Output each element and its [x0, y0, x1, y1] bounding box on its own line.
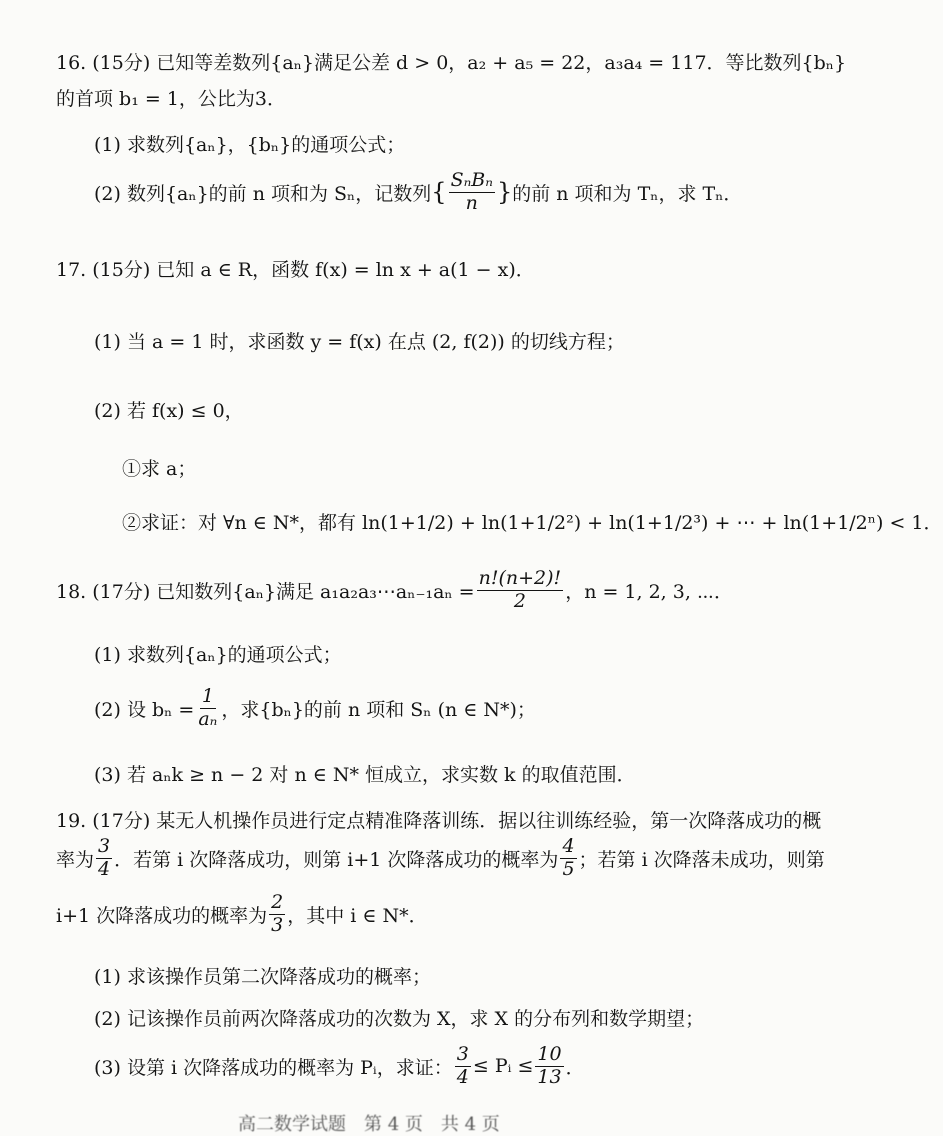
q18-line1-post: ，n = 1, 2, 3, ⋯． [565, 580, 734, 603]
q18-part1: (1) 求数列{aₙ}的通项公式； [94, 644, 342, 666]
q19-frac-4-5 [560, 836, 576, 881]
q18-fraction-den: 2 [513, 589, 526, 612]
q16-part2 [94, 170, 742, 215]
q19-part1: (1) 求该操作员第二次降落成功的概率； [94, 966, 431, 988]
q18-fraction [477, 568, 564, 613]
q19-part3-pre: (3) 设第 i 次降落成功的概率为 Pᵢ，求证： [94, 1056, 453, 1079]
q18-part2-fraction-den: aₙ [198, 707, 218, 730]
q18-fraction-num: n!(n+2)! [478, 567, 562, 589]
q17-part2b: ②求证：对 ∀n ∈ N*，都有 ln(1+1/2) + ln(1+1/2²) + ln(1+1/2³) + ⋯ + ln(1+1/2ⁿ) < 1． [122, 512, 943, 534]
q18-part2 [94, 686, 536, 731]
q18-line1-pre: 18. (17分) 已知数列{aₙ}满足 a₁a₂a₃⋯aₙ₋₁aₙ = [56, 580, 475, 603]
q17-part2a: ①求 a； [122, 458, 197, 480]
q19-frac1-den: 4 [98, 857, 111, 880]
q16-part2-pre: (2) 数列{aₙ}的前 n 项和为 Sₙ，记数列 [94, 182, 432, 205]
q19-frac2-num: 4 [562, 835, 575, 857]
q19-frac2-den: 5 [562, 857, 575, 880]
q19-line2-pre: 率为 [56, 848, 95, 871]
q18-part2-post: ，求{bₙ}的前 n 项和 Sₙ (n ∈ N*)； [221, 698, 536, 721]
q19-line2-post: ；若第 i 次降落未成功，则第 [578, 848, 825, 871]
q16-part2-post: 的前 n 项和为 Tₙ，求 Tₙ． [512, 182, 743, 205]
q19-frac1-num: 3 [98, 835, 111, 857]
q17-part2: (2) 若 f(x) ≤ 0， [94, 400, 244, 422]
q19-frac3-den: 3 [271, 913, 284, 936]
page-footer: 高二数学试题 第 4 页 共 4 页 [238, 1114, 500, 1135]
q17-line1: 17. (15分) 已知 a ∈ R，函数 f(x) = ln x + a(1 − x)． [56, 259, 535, 281]
q16-fraction-den: n [465, 191, 478, 214]
q19-line2-mid: ．若第 i 次降落成功，则第 i+1 次降落成功的概率为 [114, 848, 559, 871]
q17-part1: (1) 当 a = 1 时，求函数 y = f(x) 在点 (2, f(2)) 的切线方程； [94, 331, 625, 353]
q19-part2: (2) 记该操作员前两次降落成功的次数为 X，求 X 的分布列和数学期望； [94, 1008, 705, 1030]
q18-part3: (3) 若 aₙk ≥ n − 2 对 n ∈ N* 恒成立，求实数 k 的取值范围． [94, 764, 636, 786]
q19-part3-frac1 [455, 1044, 471, 1089]
q19-part3-frac2-num: 10 [537, 1043, 562, 1065]
q19-line3-post: ，其中 i ∈ N*． [287, 904, 428, 927]
q19-line3 [56, 892, 428, 937]
q18-part2-fraction-num: 1 [201, 685, 214, 707]
q19-frac-3-4 [96, 836, 112, 881]
q19-part3-frac1-num: 3 [456, 1043, 469, 1065]
q18-line1 [56, 568, 733, 613]
q19-line3-pre: i+1 次降落成功的概率为 [56, 904, 268, 927]
q16-line1: 16. (15分) 已知等差数列{aₙ}满足公差 d > 0，a₂ + a₅ = 22，a₃a₄ = 117．等比数列{bₙ} [56, 52, 847, 74]
q19-frac3-num: 2 [271, 891, 284, 913]
q19-frac-2-3 [269, 892, 285, 937]
q19-part3-frac2-den: 13 [537, 1065, 562, 1088]
q19-part3 [94, 1044, 585, 1089]
q16-line2: 的首项 b₁ = 1，公比为3． [56, 88, 286, 110]
q19-line1: 19. (17分) 某无人机操作员进行定点精准降落训练．据以往训练经验，第一次降落成功的概 [56, 810, 822, 832]
brace-right: } [496, 178, 513, 207]
q19-line2 [56, 836, 825, 881]
q19-part3-frac1-den: 4 [456, 1065, 469, 1088]
q19-part3-post: ． [565, 1056, 585, 1079]
q18-part2-fraction [196, 686, 219, 731]
q18-part2-pre: (2) 设 bₙ = [94, 698, 195, 721]
q16-fraction [449, 170, 495, 215]
q16-part1: (1) 求数列{aₙ}，{bₙ}的通项公式； [94, 134, 406, 156]
brace-left: { [431, 178, 447, 207]
q16-fraction-num: SₙBₙ [450, 169, 493, 191]
q19-part3-mid: ≤ Pᵢ ≤ [472, 1055, 534, 1078]
q19-part3-frac2 [535, 1044, 563, 1089]
